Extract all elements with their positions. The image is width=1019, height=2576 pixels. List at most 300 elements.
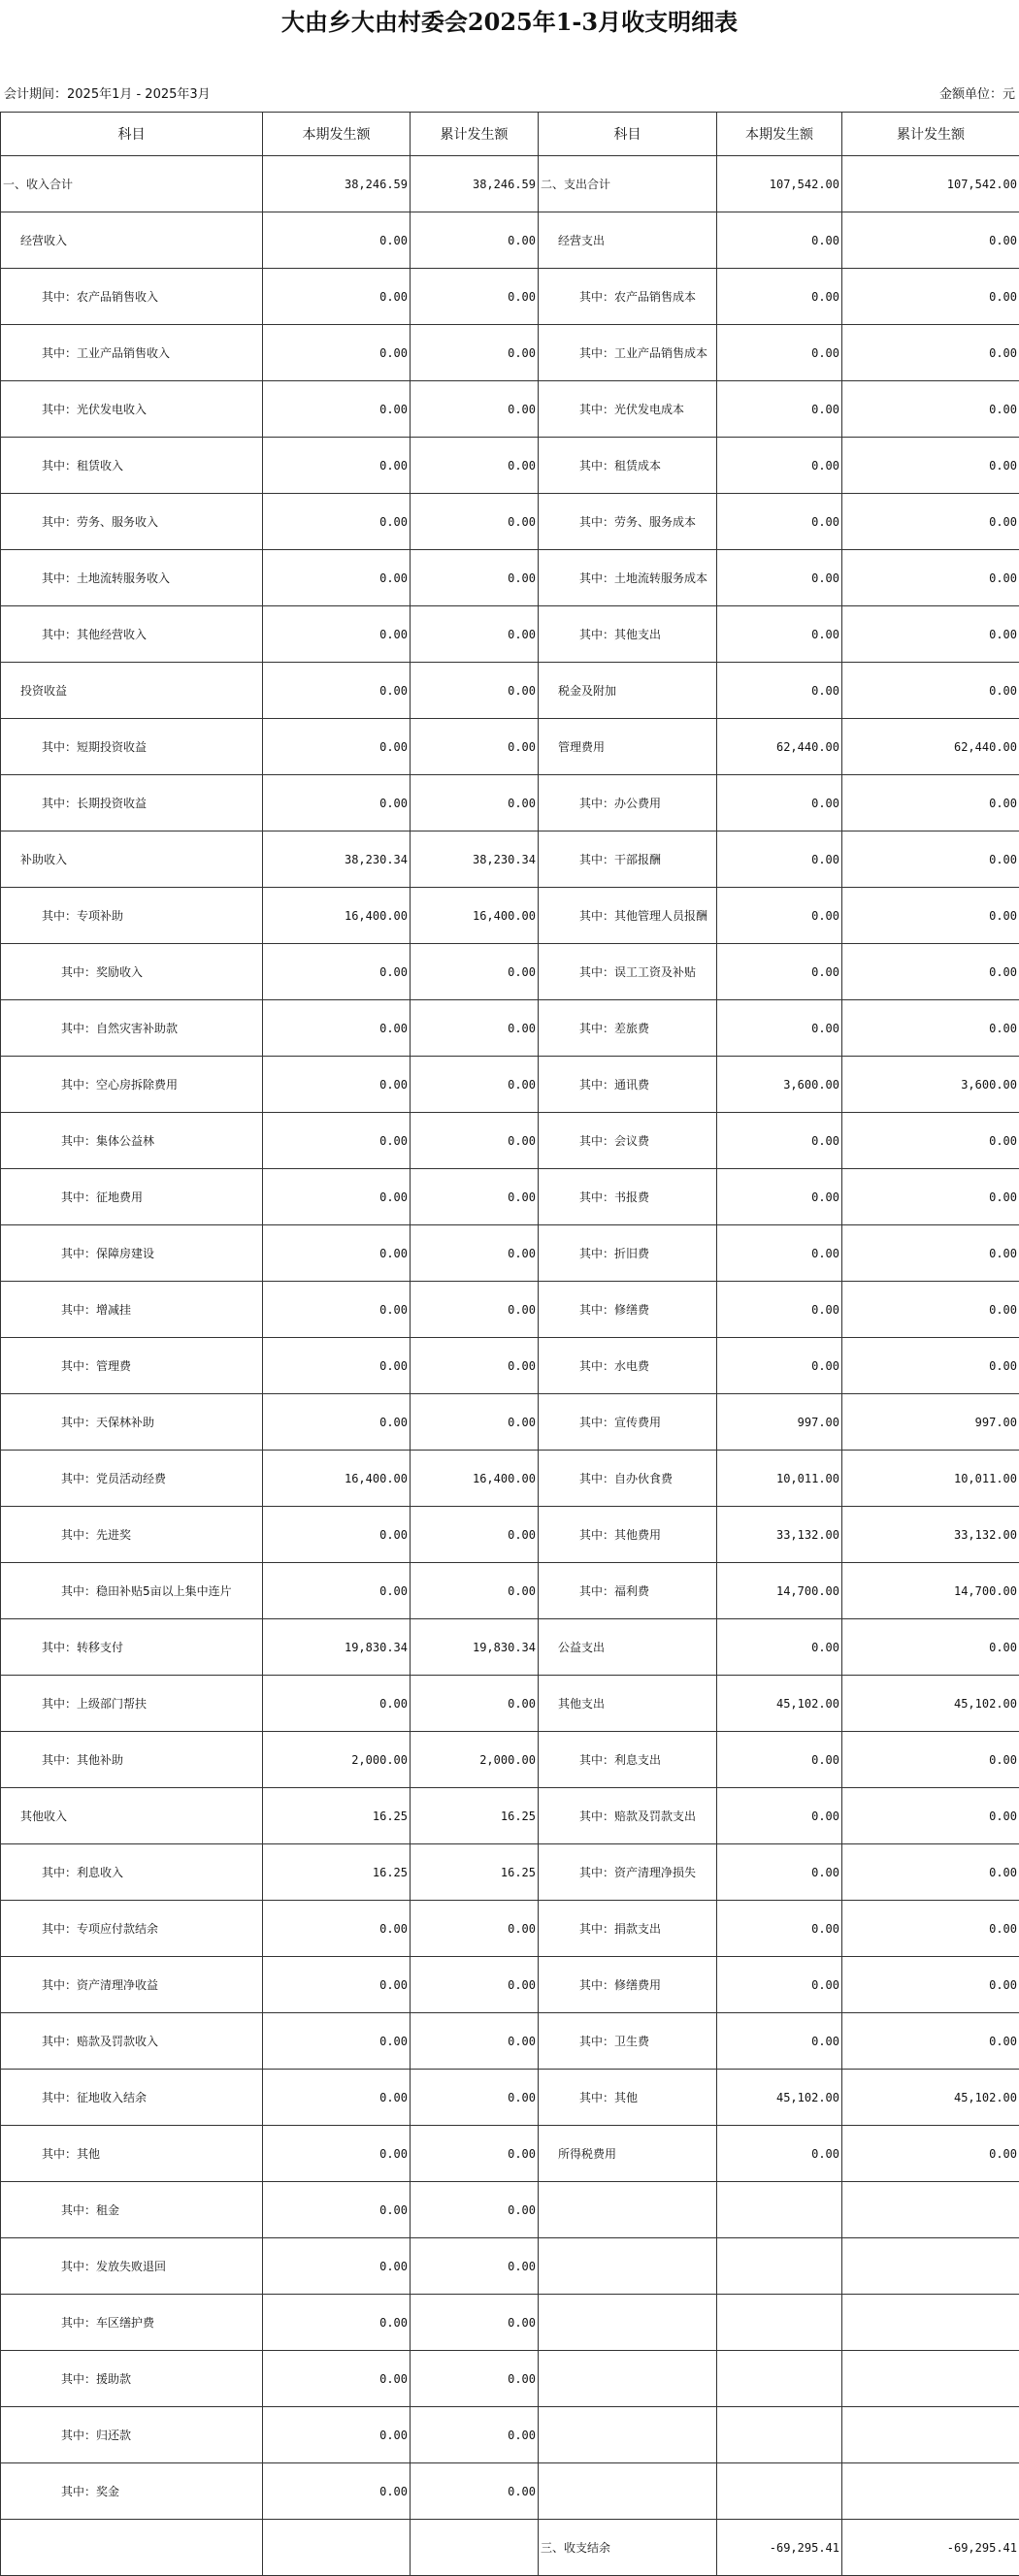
right-cumulative-amount: 0.00 [842, 381, 1019, 438]
left-current-amount: 0.00 [263, 775, 411, 831]
left-cumulative-amount: 38,230.34 [411, 831, 539, 888]
left-current-amount: 0.00 [263, 2407, 411, 2463]
right-subject: 二、支出合计 [539, 156, 717, 212]
right-subject: 管理费用 [539, 719, 717, 775]
left-cumulative-amount: 0.00 [411, 1225, 539, 1282]
table-row [1, 1338, 1019, 1394]
table-row [1, 2070, 1019, 2126]
right-cumulative-amount: 62,440.00 [842, 719, 1019, 775]
left-current-amount: 0.00 [263, 2182, 411, 2238]
right-subject [539, 2351, 717, 2407]
table-row [1, 1282, 1019, 1338]
right-subject: 其中：捐款支出 [539, 1901, 717, 1957]
left-subject: 其中：自然灾害补助款 [1, 1000, 263, 1057]
right-subject [539, 2295, 717, 2351]
right-cumulative-amount: 0.00 [842, 1225, 1019, 1282]
right-subject: 其中：赔款及罚款支出 [539, 1788, 717, 1844]
table-row [1, 888, 1019, 944]
left-subject: 其中：奖金 [1, 2463, 263, 2520]
left-subject: 其中：其他经营收入 [1, 606, 263, 663]
left-cumulative-amount: 16,400.00 [411, 888, 539, 944]
right-cumulative-amount: 45,102.00 [842, 1676, 1019, 1732]
table-row [1, 2182, 1019, 2238]
right-cumulative-amount [842, 2295, 1019, 2351]
right-current-amount: 0.00 [717, 1338, 842, 1394]
left-subject: 补助收入 [1, 831, 263, 888]
left-subject: 其中：劳务、服务收入 [1, 494, 263, 550]
table-row [1, 1507, 1019, 1563]
left-subject: 其中：先进奖 [1, 1507, 263, 1563]
left-cumulative-amount: 0.00 [411, 1394, 539, 1451]
table-row [1, 2407, 1019, 2463]
left-cumulative-amount [411, 2520, 539, 2576]
right-subject: 其中：干部报酬 [539, 831, 717, 888]
right-subject: 其他支出 [539, 1676, 717, 1732]
right-subject [539, 2407, 717, 2463]
table-row [1, 212, 1019, 269]
left-current-amount: 0.00 [263, 719, 411, 775]
right-cumulative-amount: 0.00 [842, 888, 1019, 944]
right-current-amount: 0.00 [717, 775, 842, 831]
right-subject: 其中：误工工资及补贴 [539, 944, 717, 1000]
right-subject: 其中：自办伙食费 [539, 1451, 717, 1507]
left-current-amount: 0.00 [263, 2126, 411, 2182]
table-row [1, 325, 1019, 381]
left-cumulative-amount: 0.00 [411, 1113, 539, 1169]
left-current-amount: 0.00 [263, 1901, 411, 1957]
right-current-amount: 0.00 [717, 831, 842, 888]
table-row [1, 944, 1019, 1000]
left-cumulative-amount: 0.00 [411, 606, 539, 663]
right-cumulative-amount: 997.00 [842, 1394, 1019, 1451]
left-current-amount: 0.00 [263, 550, 411, 606]
table-row [1, 269, 1019, 325]
right-current-amount: 0.00 [717, 269, 842, 325]
left-cumulative-amount: 0.00 [411, 944, 539, 1000]
left-subject: 其中：土地流转服务收入 [1, 550, 263, 606]
left-current-amount: 16,400.00 [263, 888, 411, 944]
left-current-amount: 0.00 [263, 1676, 411, 1732]
left-cumulative-amount: 0.00 [411, 2182, 539, 2238]
right-cumulative-amount: 0.00 [842, 438, 1019, 494]
right-current-amount: 0.00 [717, 212, 842, 269]
left-current-amount: 0.00 [263, 606, 411, 663]
table-row [1, 1732, 1019, 1788]
right-subject: 其中：书报费 [539, 1169, 717, 1225]
left-cumulative-amount: 0.00 [411, 1000, 539, 1057]
right-cumulative-amount: 3,600.00 [842, 1057, 1019, 1113]
left-cumulative-amount: 0.00 [411, 1169, 539, 1225]
left-subject: 其中：稳田补贴5亩以上集中连片 [1, 1563, 263, 1619]
right-subject: 经营支出 [539, 212, 717, 269]
left-cumulative-amount: 0.00 [411, 2013, 539, 2070]
right-current-amount: 0.00 [717, 494, 842, 550]
left-cumulative-amount: 0.00 [411, 269, 539, 325]
left-cumulative-amount: 0.00 [411, 438, 539, 494]
right-subject: 其中：差旅费 [539, 1000, 717, 1057]
right-current-amount [717, 2238, 842, 2295]
left-cumulative-amount: 0.00 [411, 1057, 539, 1113]
table-row [1, 438, 1019, 494]
table-row [1, 663, 1019, 719]
left-cumulative-amount: 16,400.00 [411, 1451, 539, 1507]
left-current-amount: 19,830.34 [263, 1619, 411, 1676]
table-row [1, 1619, 1019, 1676]
right-current-amount: 0.00 [717, 888, 842, 944]
table-row [1, 1394, 1019, 1451]
right-subject: 其中：通讯费 [539, 1057, 717, 1113]
left-current-amount: 0.00 [263, 1338, 411, 1394]
left-subject: 其中：资产清理净收益 [1, 1957, 263, 2013]
left-current-amount [263, 2520, 411, 2576]
right-cumulative-amount: -69,295.41 [842, 2520, 1019, 2576]
right-cumulative-amount: 0.00 [842, 550, 1019, 606]
left-cumulative-amount: 16.25 [411, 1788, 539, 1844]
left-subject: 其中：保障房建设 [1, 1225, 263, 1282]
table-row [1, 719, 1019, 775]
left-cumulative-amount: 0.00 [411, 212, 539, 269]
left-cumulative-amount: 0.00 [411, 1563, 539, 1619]
right-current-amount [717, 2182, 842, 2238]
left-subject: 其中：空心房拆除费用 [1, 1057, 263, 1113]
left-cumulative-amount: 0.00 [411, 1282, 539, 1338]
right-subject: 其中：修缮费 [539, 1282, 717, 1338]
left-cumulative-amount: 0.00 [411, 1957, 539, 2013]
table-row [1, 550, 1019, 606]
left-current-amount: 0.00 [263, 1113, 411, 1169]
right-cumulative-amount: 0.00 [842, 1901, 1019, 1957]
left-current-amount: 0.00 [263, 1000, 411, 1057]
right-current-amount [717, 2463, 842, 2520]
right-subject [539, 2182, 717, 2238]
right-current-amount: 14,700.00 [717, 1563, 842, 1619]
right-cumulative-amount: 0.00 [842, 663, 1019, 719]
right-current-amount: 0.00 [717, 550, 842, 606]
left-subject: 其中：专项应付款结余 [1, 1901, 263, 1957]
right-current-amount [717, 2295, 842, 2351]
left-subject: 一、收入合计 [1, 156, 263, 212]
table-row [1, 1225, 1019, 1282]
right-cumulative-amount [842, 2182, 1019, 2238]
left-current-amount: 0.00 [263, 438, 411, 494]
right-subject: 其中：福利费 [539, 1563, 717, 1619]
left-subject: 投资收益 [1, 663, 263, 719]
left-current-amount: 16,400.00 [263, 1451, 411, 1507]
right-subject: 其中：卫生费 [539, 2013, 717, 2070]
right-cumulative-amount: 0.00 [842, 2013, 1019, 2070]
right-subject: 其中：折旧费 [539, 1225, 717, 1282]
right-current-amount: 0.00 [717, 1225, 842, 1282]
right-current-amount: 0.00 [717, 1113, 842, 1169]
left-current-amount: 0.00 [263, 325, 411, 381]
left-subject: 其中：征地费用 [1, 1169, 263, 1225]
table-row [1, 1000, 1019, 1057]
table-row [1, 775, 1019, 831]
table-row [1, 1901, 1019, 1957]
right-cumulative-amount: 0.00 [842, 831, 1019, 888]
left-cumulative-amount: 0.00 [411, 2070, 539, 2126]
left-subject: 经营收入 [1, 212, 263, 269]
left-cumulative-amount: 0.00 [411, 1507, 539, 1563]
right-subject: 其中：工业产品销售成本 [539, 325, 717, 381]
right-subject: 其中：修缮费用 [539, 1957, 717, 2013]
right-current-amount [717, 2407, 842, 2463]
right-current-amount: 33,132.00 [717, 1507, 842, 1563]
left-current-amount: 0.00 [263, 1225, 411, 1282]
left-current-amount: 0.00 [263, 381, 411, 438]
table-row [1, 606, 1019, 663]
right-cumulative-amount [842, 2351, 1019, 2407]
left-subject: 其他收入 [1, 1788, 263, 1844]
left-current-amount: 0.00 [263, 1394, 411, 1451]
table-row [1, 1957, 1019, 2013]
right-current-amount: 3,600.00 [717, 1057, 842, 1113]
left-cumulative-amount: 0.00 [411, 2407, 539, 2463]
left-current-amount: 0.00 [263, 1169, 411, 1225]
right-current-amount: 0.00 [717, 944, 842, 1000]
right-current-amount: 0.00 [717, 1957, 842, 2013]
left-subject: 其中：集体公益林 [1, 1113, 263, 1169]
left-cumulative-amount: 16.25 [411, 1844, 539, 1901]
left-current-amount: 0.00 [263, 1507, 411, 1563]
left-subject: 其中：车区缮护费 [1, 2295, 263, 2351]
right-subject: 其中：土地流转服务成本 [539, 550, 717, 606]
right-subject: 其中：资产清理净损失 [539, 1844, 717, 1901]
right-subject: 公益支出 [539, 1619, 717, 1676]
table-row [1, 2126, 1019, 2182]
table-row [1, 494, 1019, 550]
left-subject: 其中：天保林补助 [1, 1394, 263, 1451]
right-subject: 其中：租赁成本 [539, 438, 717, 494]
left-subject: 其中：专项补助 [1, 888, 263, 944]
left-cumulative-amount: 0.00 [411, 494, 539, 550]
currency-unit: 金额单位：元 [939, 83, 1015, 102]
income-expense-table [0, 112, 1019, 2576]
right-cumulative-amount [842, 2407, 1019, 2463]
table-row [1, 2351, 1019, 2407]
left-cumulative-amount: 0.00 [411, 719, 539, 775]
right-current-amount: 0.00 [717, 1282, 842, 1338]
left-cumulative-amount: 2,000.00 [411, 1732, 539, 1788]
right-cumulative-amount: 10,011.00 [842, 1451, 1019, 1507]
left-subject: 其中：租赁收入 [1, 438, 263, 494]
right-current-amount: 0.00 [717, 1732, 842, 1788]
page-title: 大由乡大由村委会2025年1-3月收支明细表 [0, 0, 1019, 45]
right-subject: 三、收支结余 [539, 2520, 717, 2576]
right-current-amount: 45,102.00 [717, 2070, 842, 2126]
left-current-amount: 0.00 [263, 2070, 411, 2126]
table-row [1, 1844, 1019, 1901]
table-row [1, 1451, 1019, 1507]
right-current-amount: 0.00 [717, 1000, 842, 1057]
left-current-amount: 0.00 [263, 1563, 411, 1619]
table-row [1, 1563, 1019, 1619]
right-cumulative-amount: 14,700.00 [842, 1563, 1019, 1619]
left-cumulative-amount: 0.00 [411, 550, 539, 606]
left-cumulative-amount: 0.00 [411, 775, 539, 831]
left-subject: 其中：利息收入 [1, 1844, 263, 1901]
right-cumulative-amount: 0.00 [842, 1788, 1019, 1844]
left-cumulative-amount: 0.00 [411, 1676, 539, 1732]
right-cumulative-amount: 107,542.00 [842, 156, 1019, 212]
left-subject: 其中：援助款 [1, 2351, 263, 2407]
right-subject: 其中：其他费用 [539, 1507, 717, 1563]
left-current-amount: 38,246.59 [263, 156, 411, 212]
right-current-amount [717, 2351, 842, 2407]
right-cumulative-amount: 0.00 [842, 1338, 1019, 1394]
left-current-amount: 0.00 [263, 269, 411, 325]
right-subject: 其中：宣传费用 [539, 1394, 717, 1451]
right-cumulative-amount: 0.00 [842, 1732, 1019, 1788]
table-row [1, 1676, 1019, 1732]
left-subject: 其中：上级部门帮扶 [1, 1676, 263, 1732]
right-cumulative-amount: 0.00 [842, 325, 1019, 381]
left-subject: 其中：征地收入结余 [1, 2070, 263, 2126]
right-cumulative-amount [842, 2463, 1019, 2520]
left-subject: 其中：农产品销售收入 [1, 269, 263, 325]
right-current-amount: 0.00 [717, 606, 842, 663]
left-current-amount: 38,230.34 [263, 831, 411, 888]
right-subject: 其中：利息支出 [539, 1732, 717, 1788]
table-row [1, 831, 1019, 888]
left-subject: 其中：其他 [1, 2126, 263, 2182]
left-cumulative-amount: 0.00 [411, 381, 539, 438]
left-subject: 其中：增减挂 [1, 1282, 263, 1338]
right-cumulative-amount: 0.00 [842, 1169, 1019, 1225]
right-subject: 其中：农产品销售成本 [539, 269, 717, 325]
right-subject: 税金及附加 [539, 663, 717, 719]
table-header-row [1, 113, 1019, 156]
right-subject: 其中：其他支出 [539, 606, 717, 663]
right-cumulative-amount: 0.00 [842, 606, 1019, 663]
right-subject: 所得税费用 [539, 2126, 717, 2182]
table-row [1, 1169, 1019, 1225]
right-current-amount: 45,102.00 [717, 1676, 842, 1732]
header-left-current: 本期发生额 [263, 113, 411, 156]
left-current-amount: 0.00 [263, 2463, 411, 2520]
left-current-amount: 0.00 [263, 212, 411, 269]
right-cumulative-amount: 0.00 [842, 1957, 1019, 2013]
right-cumulative-amount: 0.00 [842, 1000, 1019, 1057]
left-subject: 其中：租金 [1, 2182, 263, 2238]
right-subject: 其中：会议费 [539, 1113, 717, 1169]
left-subject: 其中：管理费 [1, 1338, 263, 1394]
table-row [1, 1788, 1019, 1844]
right-current-amount: 0.00 [717, 2126, 842, 2182]
table-row [1, 381, 1019, 438]
right-current-amount: 0.00 [717, 1169, 842, 1225]
left-subject: 其中：赔款及罚款收入 [1, 2013, 263, 2070]
left-subject: 其中：发放失败退回 [1, 2238, 263, 2295]
left-subject: 其中：短期投资收益 [1, 719, 263, 775]
left-subject: 其中：工业产品销售收入 [1, 325, 263, 381]
left-current-amount: 0.00 [263, 2351, 411, 2407]
header-right-subject: 科目 [539, 113, 717, 156]
table-row [1, 156, 1019, 212]
accounting-period: 会计期间：2025年1月 - 2025年3月 [4, 83, 211, 102]
left-subject: 其中：长期投资收益 [1, 775, 263, 831]
right-current-amount: 0.00 [717, 663, 842, 719]
right-cumulative-amount: 0.00 [842, 775, 1019, 831]
right-current-amount: 997.00 [717, 1394, 842, 1451]
right-cumulative-amount: 0.00 [842, 1619, 1019, 1676]
right-cumulative-amount: 0.00 [842, 494, 1019, 550]
right-cumulative-amount: 0.00 [842, 1113, 1019, 1169]
left-current-amount: 16.25 [263, 1844, 411, 1901]
left-current-amount: 0.00 [263, 663, 411, 719]
left-current-amount: 0.00 [263, 1957, 411, 2013]
right-current-amount: -69,295.41 [717, 2520, 842, 2576]
right-current-amount: 0.00 [717, 2013, 842, 2070]
left-current-amount: 0.00 [263, 494, 411, 550]
right-cumulative-amount: 0.00 [842, 2126, 1019, 2182]
left-subject: 其中：奖励收入 [1, 944, 263, 1000]
right-current-amount: 107,542.00 [717, 156, 842, 212]
left-subject: 其中：归还款 [1, 2407, 263, 2463]
left-cumulative-amount: 19,830.34 [411, 1619, 539, 1676]
right-subject: 其中：水电费 [539, 1338, 717, 1394]
right-cumulative-amount: 0.00 [842, 1844, 1019, 1901]
right-subject: 其中：办公费用 [539, 775, 717, 831]
left-cumulative-amount: 0.00 [411, 663, 539, 719]
left-cumulative-amount: 0.00 [411, 2351, 539, 2407]
table-row [1, 2463, 1019, 2520]
left-cumulative-amount: 0.00 [411, 2463, 539, 2520]
left-cumulative-amount: 0.00 [411, 2126, 539, 2182]
left-current-amount: 0.00 [263, 1282, 411, 1338]
right-subject: 其中：其他 [539, 2070, 717, 2126]
right-current-amount: 0.00 [717, 1901, 842, 1957]
left-current-amount: 0.00 [263, 2238, 411, 2295]
header-right-current: 本期发生额 [717, 113, 842, 156]
header-left-cumulative: 累计发生额 [411, 113, 539, 156]
right-subject: 其中：劳务、服务成本 [539, 494, 717, 550]
left-subject: 其中：党员活动经费 [1, 1451, 263, 1507]
right-cumulative-amount: 0.00 [842, 944, 1019, 1000]
right-cumulative-amount: 33,132.00 [842, 1507, 1019, 1563]
left-subject: 其中：光伏发电收入 [1, 381, 263, 438]
right-subject: 其中：其他管理人员报酬 [539, 888, 717, 944]
right-current-amount: 0.00 [717, 1619, 842, 1676]
table-row [1, 1057, 1019, 1113]
right-current-amount: 10,011.00 [717, 1451, 842, 1507]
table-row [1, 2013, 1019, 2070]
right-cumulative-amount: 45,102.00 [842, 2070, 1019, 2126]
left-cumulative-amount: 0.00 [411, 1901, 539, 1957]
left-current-amount: 2,000.00 [263, 1732, 411, 1788]
left-subject: 其中：其他补助 [1, 1732, 263, 1788]
left-cumulative-amount: 0.00 [411, 2295, 539, 2351]
right-current-amount: 0.00 [717, 381, 842, 438]
right-current-amount: 0.00 [717, 1788, 842, 1844]
right-current-amount: 0.00 [717, 1844, 842, 1901]
right-subject: 其中：光伏发电成本 [539, 381, 717, 438]
left-current-amount: 0.00 [263, 2013, 411, 2070]
right-cumulative-amount: 0.00 [842, 212, 1019, 269]
header-left-subject: 科目 [1, 113, 263, 156]
left-cumulative-amount: 0.00 [411, 325, 539, 381]
table-row [1, 2238, 1019, 2295]
header-right-cumulative: 累计发生额 [842, 113, 1019, 156]
left-current-amount: 16.25 [263, 1788, 411, 1844]
left-current-amount: 0.00 [263, 944, 411, 1000]
right-cumulative-amount [842, 2238, 1019, 2295]
left-subject [1, 2520, 263, 2576]
left-cumulative-amount: 38,246.59 [411, 156, 539, 212]
right-cumulative-amount: 0.00 [842, 1282, 1019, 1338]
table-row [1, 2295, 1019, 2351]
table-row [1, 1113, 1019, 1169]
